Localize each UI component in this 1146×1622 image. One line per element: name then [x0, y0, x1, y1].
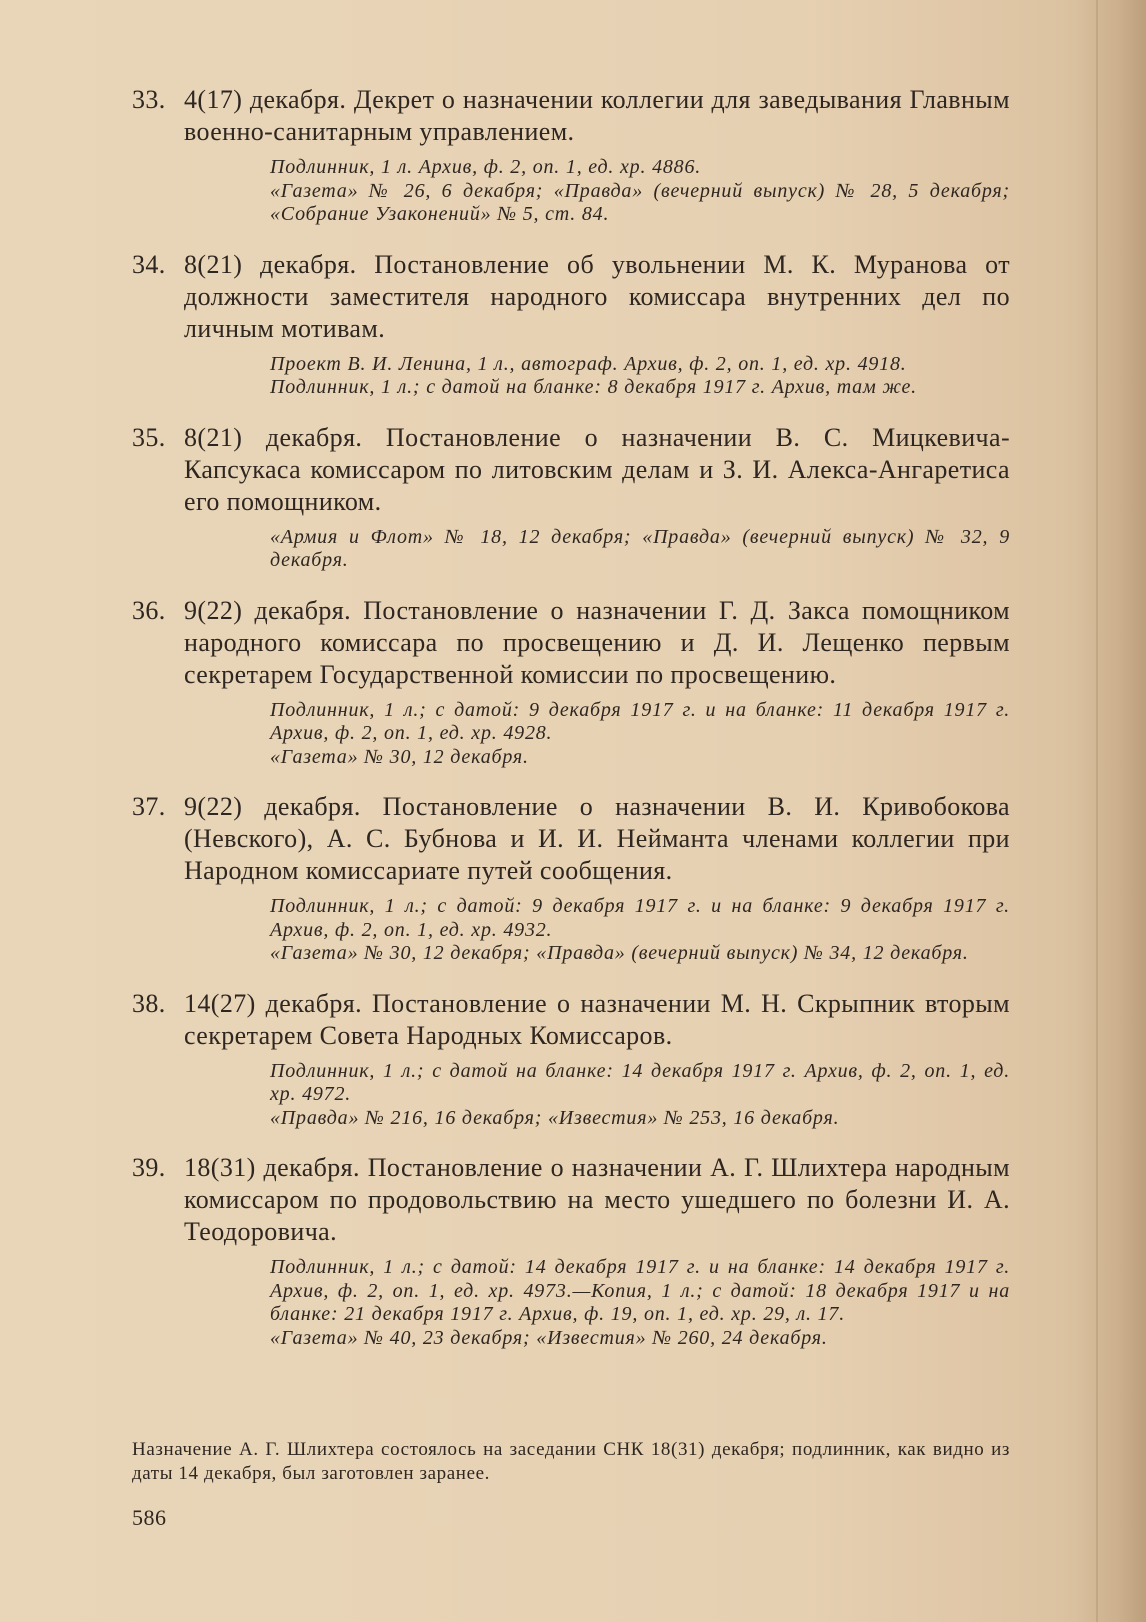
source-line: Подлинник, 1 л.; с датой: 9 декабря 1917 г. и на бланке: 11 декабря 1917 г. Архив, ф. 2, оп. 1, ед. хр. 4928. — [270, 698, 1010, 744]
source-line: Подлинник, 1 л.; с датой: 9 декабря 1917 г. и на бланке: 9 декабря 1917 г. Архив, ф. 2, оп. 1, ед. хр. 4932. — [270, 895, 1010, 941]
source-line: «Армия и Флот» № 18, 12 декабря; «Правда» (вечерний выпуск) № 32, 9 декабря. — [270, 525, 1010, 571]
footnote: Назначение А. Г. Шлихтера состоялось на заседании СНК 18(31) декабря; подлинник, как видно из даты 14 декабря, был заготовлен заранее. — [132, 1439, 1010, 1484]
source-line: Подлинник, 1 л.; с датой на бланке: 14 декабря 1917 г. Архив, ф. 2, оп. 1, ед. хр. 4972. — [270, 1059, 1010, 1105]
source-line: Подлинник, 1 л. Архив, ф. 2, оп. 1, ед. хр. 4886. — [270, 156, 702, 178]
entry-36 — [132, 595, 1010, 770]
entry-38 — [132, 988, 1010, 1131]
entry-sources — [270, 156, 1010, 227]
source-line: Подлинник, 1 л.; с датой на бланке: 8 декабря 1917 г. Архив, там же. — [270, 376, 917, 398]
entry-sources — [270, 353, 1010, 400]
entry-title: 14(27) декабря. Постановление о назначении М. Н. Скрыпник вторым секретарем Совета Народных Комиссаров. — [184, 988, 1010, 1050]
page-edge-shadow — [1076, 0, 1146, 1622]
source-line: Проект В. И. Ленина, 1 л., автограф. Архив, ф. 2, оп. 1, ед. хр. 4918. — [270, 352, 907, 375]
entry-number: 36. — [132, 595, 166, 625]
entry-sources — [270, 1256, 1010, 1350]
entry-number: 33. — [132, 85, 166, 114]
entry-title: 8(21) декабря. Постановление о назначении В. С. Мицкевича-Капсукаса комиссаром по литовским делам и З. И. Алекса-Ангаретиса его помощником. — [184, 422, 1010, 516]
entry-sources — [270, 895, 1010, 966]
page-fold-line — [1096, 0, 1098, 1622]
entry-title: 4(17) декабря. Декрет о назначении коллегии для заведывания Главным военно-санитарным управлением. — [184, 85, 1010, 146]
entry-title: 8(21) декабря. Постановление об увольнении М. К. Муранова от должности заместителя народного комиссара внутренних дел по личным мотивам. — [184, 249, 1010, 343]
source-line: «Газета» № 26, 6 декабря; «Правда» (вечерний выпуск) № 28, 5 декабря; «Собрание Узаконений» № 5, ст. 84. — [270, 179, 1010, 225]
entry-number: 34. — [132, 249, 166, 279]
entry-title: 18(31) декабря. Постановление о назначении А. Г. Шлихтера народным комиссаром по продовольствию на место ушедшего по болезни И. А. Теодоровича. — [184, 1153, 1010, 1246]
source-line: «Газета» № 30, 12 декабря; «Правда» (вечерний выпуск) № 34, 12 декабря. — [270, 942, 969, 964]
entry-sources — [270, 526, 1010, 573]
entry-33 — [132, 84, 1010, 227]
entry-34 — [132, 249, 1010, 400]
source-line: «Газета» № 30, 12 декабря. — [270, 745, 529, 768]
entry-title: 9(22) декабря. Постановление о назначении Г. Д. Закса помощником народного комиссара по просвещению и Д. И. Лещенко первым секретарем Государственной комиссии по просвещению. — [184, 595, 1010, 689]
entry-number: 39. — [132, 1153, 166, 1182]
entry-37 — [132, 791, 1010, 966]
entry-number: 38. — [132, 988, 166, 1018]
entry-title: 9(22) декабря. Постановление о назначении В. И. Кривобокова (Невского), А. С. Бубнова и И. И. Нейманта членами коллегии при Народном комиссариате путей сообщения. — [184, 792, 1010, 885]
source-line: «Правда» № 216, 16 декабря; «Известия» № 253, 16 декабря. — [270, 1106, 840, 1129]
entry-number: 37. — [132, 792, 166, 821]
source-line: «Газета» № 40, 23 декабря; «Известия» № 260, 24 декабря. — [270, 1326, 828, 1349]
entry-sources — [270, 1060, 1010, 1131]
page-number: 586 — [132, 1505, 167, 1530]
source-line: Подлинник, 1 л.; с датой: 14 декабря 1917 г. и на бланке: 14 декабря 1917 г. Архив, ф. 2, оп. 1, ед. хр. 4973.—Копия, 1 л.; с датой: 18 декабря 1917 и на бланке: 21 декабря 1917 г. Архив, ф. 19, оп. 1, ед. хр. 29, л. 17. — [270, 1256, 1010, 1325]
entry-35 — [132, 422, 1010, 573]
entry-number: 35. — [132, 422, 166, 452]
entry-list — [132, 84, 1010, 1372]
entry-sources — [270, 699, 1010, 770]
entry-39 — [132, 1152, 1010, 1350]
